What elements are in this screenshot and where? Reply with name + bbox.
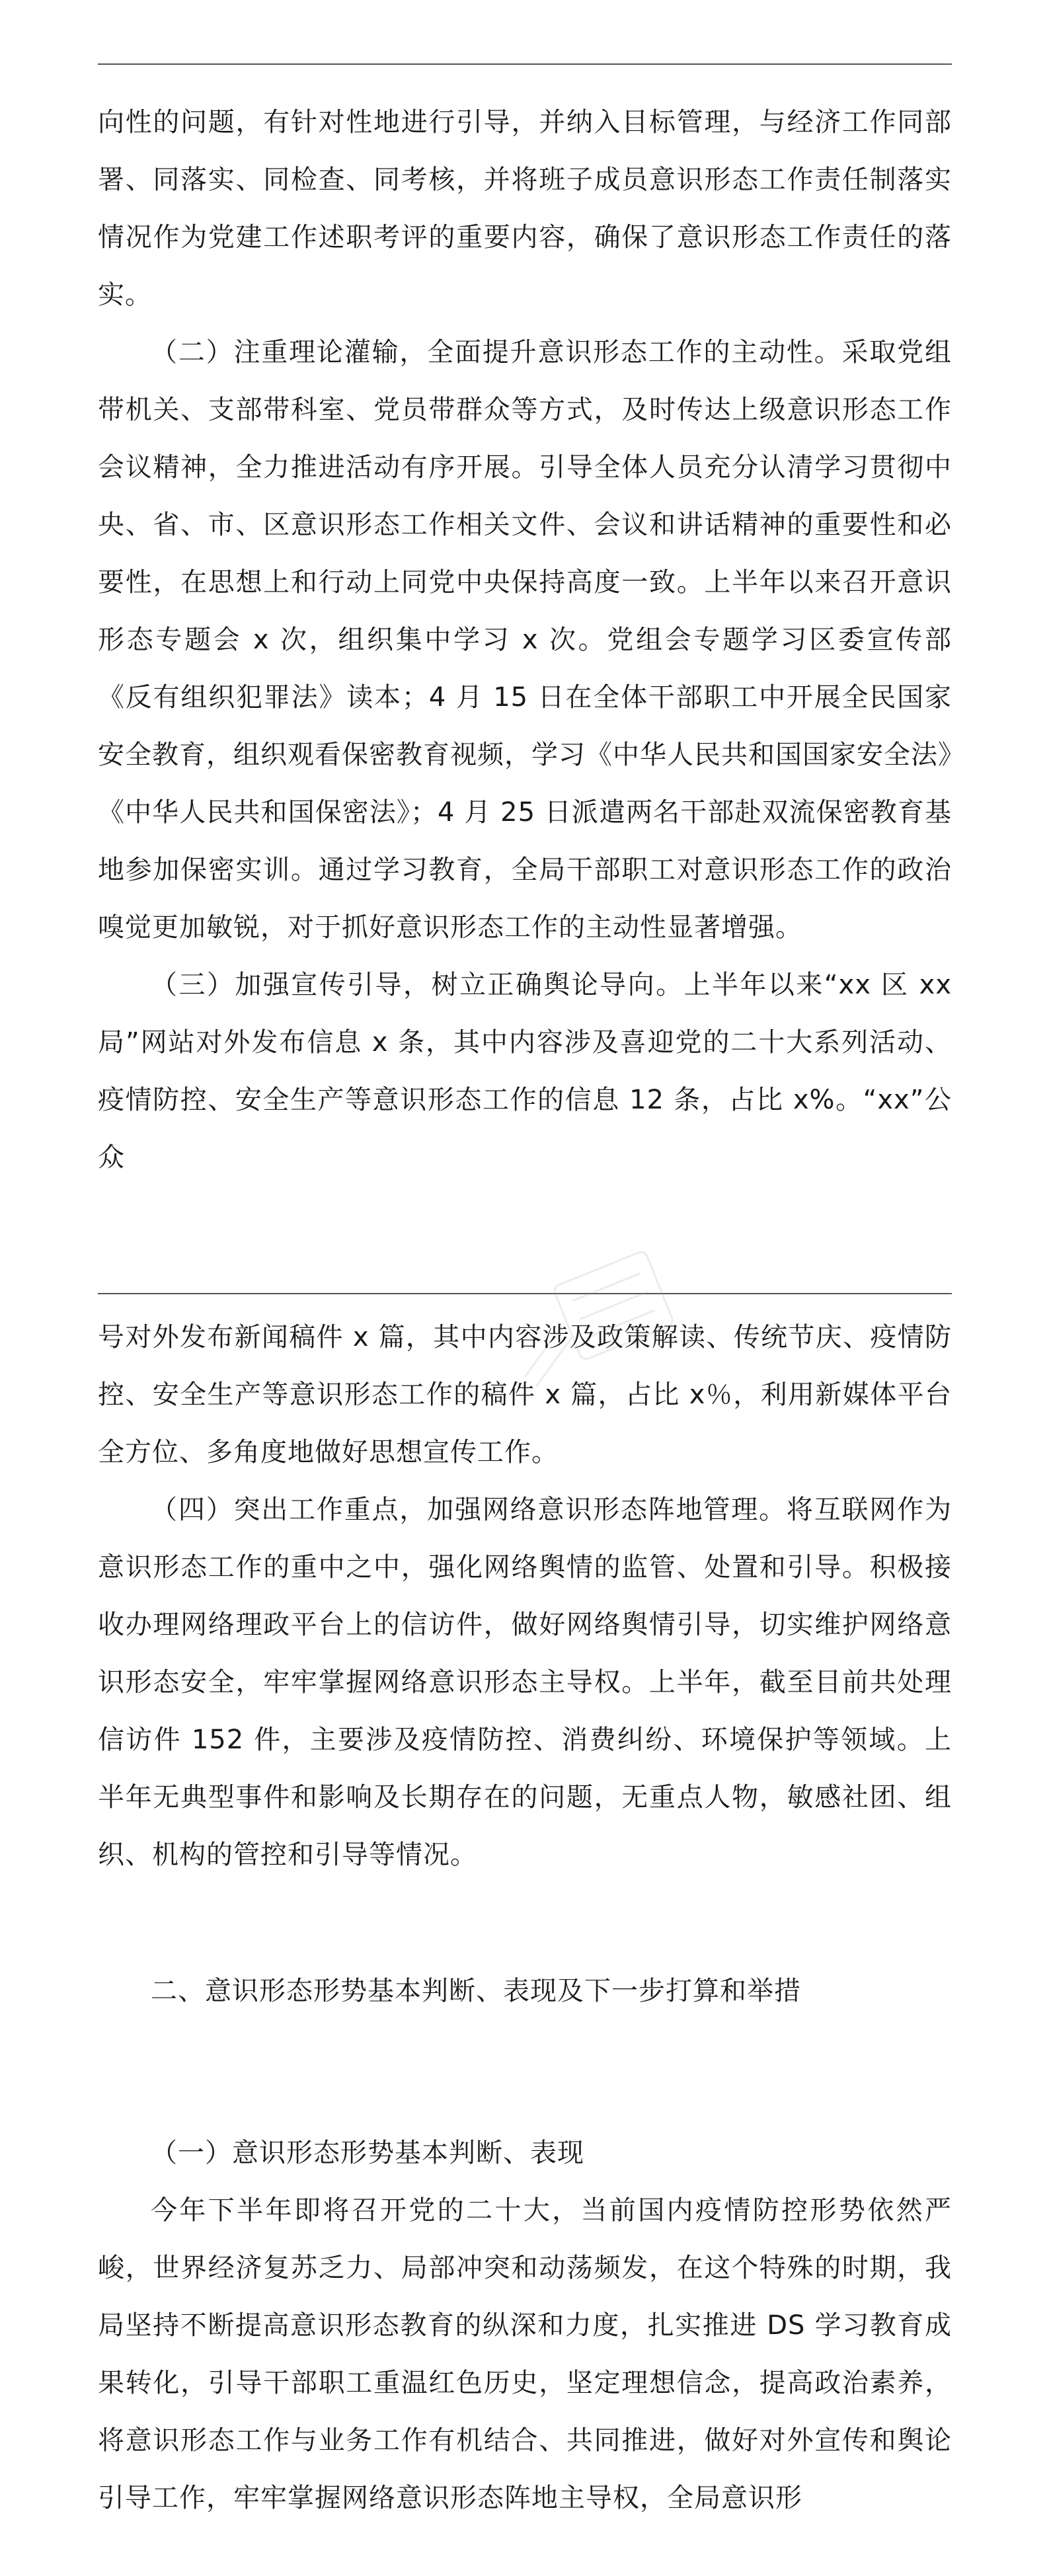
text-block-lower: [98, 1309, 952, 1884]
subsection-heading: （一）意识形态形势基本判断、表现: [151, 2138, 584, 2168]
paragraph-publicity-part2: 号对外发布新闻稿件 x 篇，其中内容涉及政策解读、传统节庆、疫情防控、安全生产等意识形态工作的稿件 x 篇，占比 x％，利用新媒体平台全方位、多角度地做好思想宣传工作。: [98, 1322, 952, 1467]
paragraph-publicity-part1: （三）加强宣传引导，树立正确舆论导向。上半年以来“xx 区 xx 局”网站对外发布信息 x 条，其中内容涉及喜迎党的二十大系列活动、疫情防控、安全生产等意识形态工作的信息 12 条，占比 x%。“xx”公众: [98, 970, 952, 1173]
document-page: [98, 0, 952, 2576]
paragraph-continuation: 向性的问题，有针对性地进行引导，并纳入目标管理，与经济工作同部署、同落实、同检查、同考核，并将班子成员意识形态工作责任制落实情况作为党建工作述职考评的重要内容，确保了意识形态工作责任的落实。: [98, 107, 952, 310]
paragraph-network: （四）突出工作重点，加强网络意识形态阵地管理。将互联网作为意识形态工作的重中之中，强化网络舆情的监管、处置和引导。积极接收办理网络理政平台上的信访件，做好网络舆情引导，切实维护网络意识形态安全，牢牢掌握网络意识形态主导权。上半年，截至目前共处理信访件 152 件，主要涉及疫情防控、消费纠纷、环境保护等领域。上半年无典型事件和影响及长期存在的问题，无重点人物，敏感社团、组织、机构的管控和引导等情况。: [98, 1495, 952, 1870]
top-divider: [98, 63, 952, 65]
section-heading: 二、意识形态形势基本判断、表现及下一步打算和举措: [151, 1976, 801, 2006]
text-block-upper: [98, 94, 952, 1187]
text-block-final: [98, 2182, 952, 2527]
paragraph-theory: （二）注重理论灌输，全面提升意识形态工作的主动性。采取党组带机关、支部带科室、党员带群众等方式，及时传达上级意识形态工作会议精神，全力推进活动有序开展。引导全体人员充分认清学习贯彻中央、省、市、区意识形态工作相关文件、会议和讲话精神的重要性和必要性，在思想上和行动上同党中央保持高度一致。上半年以来召开意识形态专题会 x 次，组织集中学习 x 次。党组会专题学习区委宣传部《反有组织犯罪法》读本；4 月 15 日在全体干部职工中开展全民国家安全教育，组织观看保密教育视频，学习《中华人民共和国国家安全法》《中华人民共和国保密法》；4 月 25 日派遣两名干部赴双流保密教育基地参加保密实训。通过学习教育，全局干部职工对意识形态工作的政治嗅觉更加敏锐，对于抓好意识形态工作的主动性显著增强。: [98, 337, 952, 943]
paragraph-situation: 今年下半年即将召开党的二十大，当前国内疫情防控形势依然严峻，世界经济复苏乏力、局部冲突和动荡频发，在这个特殊的时期，我局坚持不断提高意识形态教育的纵深和力度，扎实推进 DS 学习教育成果转化，引导干部职工重温红色历史，坚定理想信念，提高政治素养，将意识形态工作与业务工作有机结合、共同推进，做好对外宣传和舆论引导工作，牢牢掌握网络意识形态阵地主导权，全局意识形: [98, 2195, 952, 2513]
